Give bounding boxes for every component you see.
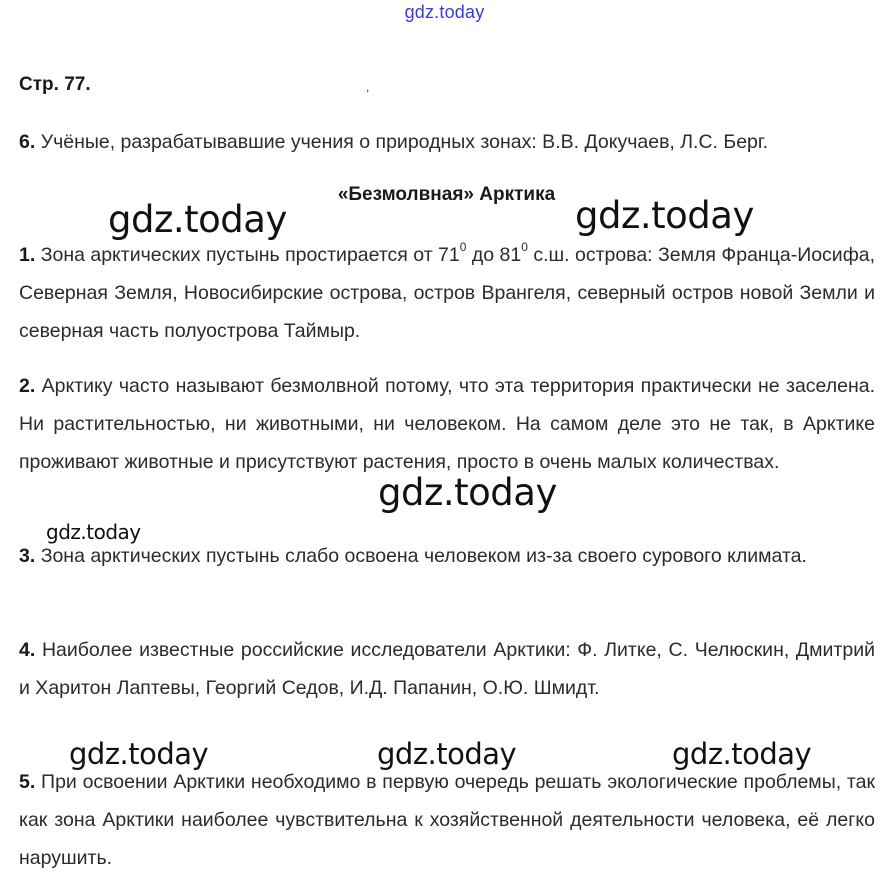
watermark: gdz.today	[378, 471, 557, 514]
watermark: gdz.today	[575, 194, 754, 237]
answer-3	[19, 537, 875, 575]
watermark: gdz.today	[672, 737, 812, 771]
site-watermark: gdz.today	[404, 2, 485, 22]
stray-mark: ,	[366, 80, 370, 94]
answer-text: Арктику часто называют безмолвной потому, что эта территория практически не заселена. Ни растительностью, ни животными, ни человеком. На самом деле это не так, в Арктике проживают животные и присутствуют растения, просто в очень малых количествах.	[19, 375, 875, 473]
answer-2	[19, 367, 875, 481]
watermark: gdz.today	[69, 737, 209, 771]
answer-number: 2.	[19, 375, 36, 397]
answer-4	[19, 631, 875, 707]
answer-text: Зона арктических пустынь слабо освоена человеком из-за своего сурового климата.	[40, 545, 807, 567]
section-heading: «Безмолвная» Арктика	[337, 184, 556, 205]
answer-text: Наиболее известные российские исследователи Арктики: Ф. Литке, С. Челюскин, Дмитрий и Харитон Лаптевы, Георгий Седов, И.Д. Папанин, О.Ю. Шмидт.	[19, 639, 875, 699]
answer-number: 4.	[19, 639, 36, 661]
answer-text: При освоении Арктики необходимо в первую очередь решать экологические проблемы, так как зона Арктики наиболее чувствительна к хозяйственной деятельности человека, её легко нарушить.	[19, 771, 876, 869]
answer-text: Учёные, разрабатывавшие учения о природных зонах: В.В. Докучаев, Л.С. Берг.	[40, 131, 769, 153]
answer-number: 3.	[19, 545, 36, 567]
page-number: Стр. 77.	[19, 74, 91, 95]
watermark: gdz.today	[46, 520, 141, 544]
watermark: gdz.today	[108, 198, 287, 241]
watermark: gdz.today	[377, 737, 517, 771]
answer-number: 6.	[19, 131, 36, 153]
answer-6	[19, 123, 875, 161]
answer-number: 1.	[19, 244, 36, 266]
answer-number: 5.	[19, 771, 36, 793]
answer-1: 1. Зона арктических пустынь простирается от $71^0$ до $81^0$ с.ш. острова: Земля Франца-Иосифа, Северная Земля, Новосибирские острова, остров Врангеля, северный остров новой Земли и северная часть полуострова Таймыр.	[19, 240, 876, 342]
answer-5	[19, 763, 875, 877]
